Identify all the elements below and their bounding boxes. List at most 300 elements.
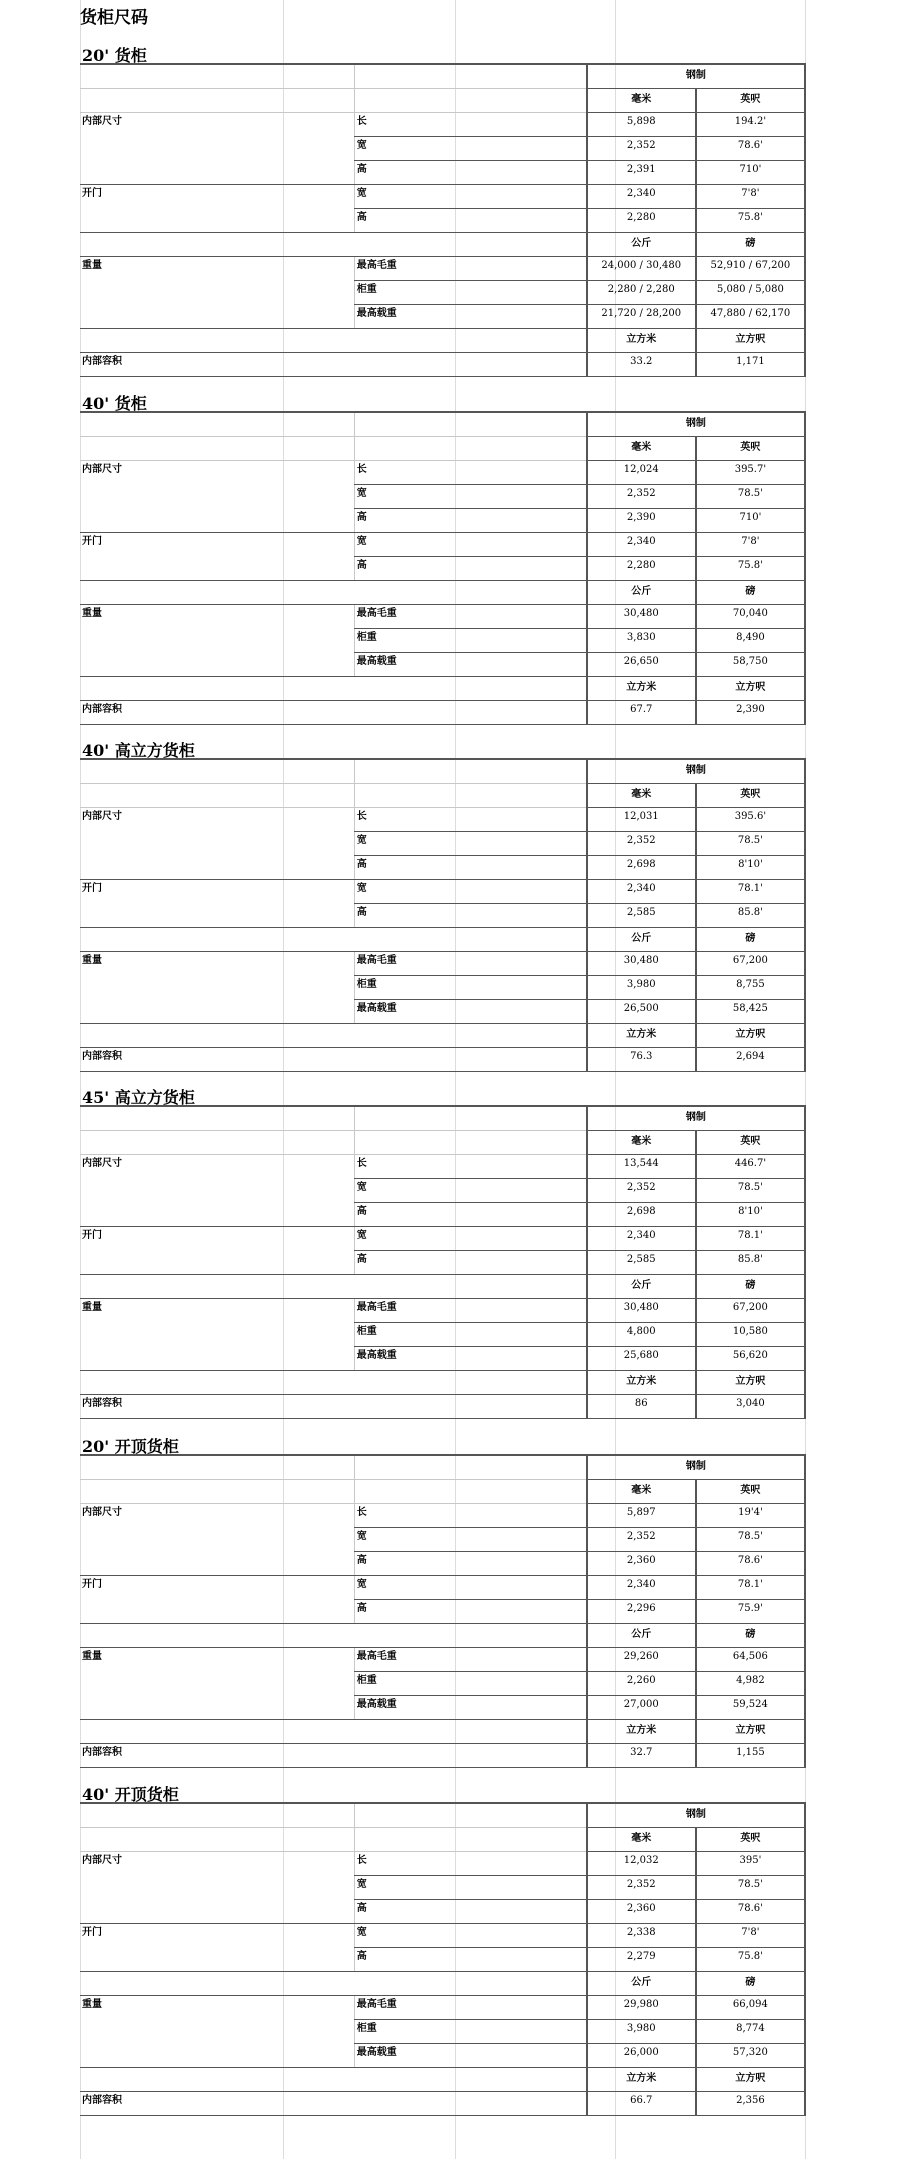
section-title: 20' 货柜 [82, 46, 147, 65]
value-cell: 30,480 [587, 605, 696, 629]
value-cell: 59,524 [696, 1696, 805, 1720]
row-group-label: 内部尺寸 [82, 811, 122, 822]
value-cell: 21,720 / 28,200 [587, 305, 696, 329]
value-cell: 2,340 [587, 533, 696, 557]
row-label: 高 [354, 1251, 586, 1275]
value-cell: 78.5' [696, 1179, 805, 1203]
value-cell: 26,500 [587, 1000, 696, 1024]
empty-cell [80, 329, 587, 353]
value-cell: 5,080 / 5,080 [696, 281, 805, 305]
data-row [80, 904, 805, 928]
empty-cell [354, 89, 586, 113]
row-group-label: 重量 [82, 1302, 102, 1313]
value-cell: 78.1' [696, 1576, 805, 1600]
value-cell: 75.8' [696, 209, 805, 233]
value-cell: 2,698 [587, 856, 696, 880]
unit-header: 英呎 [696, 1480, 805, 1504]
value-cell: 4,982 [696, 1672, 805, 1696]
unit-header: 磅 [696, 1275, 805, 1299]
value-cell: 2,340 [587, 880, 696, 904]
value-cell: 8'10' [696, 856, 805, 880]
header-row [80, 64, 805, 89]
unit-header: 英呎 [696, 784, 805, 808]
data-row [80, 1227, 805, 1251]
row-group-label [80, 1000, 354, 1024]
value-cell: 2,360 [587, 1900, 696, 1924]
unit-header-row [80, 677, 805, 701]
header-row [80, 1455, 805, 1480]
data-row [80, 1203, 805, 1227]
value-cell: 78.5' [696, 832, 805, 856]
row-group-label: 内部容积 [80, 2092, 587, 2116]
row-label: 宽 [354, 185, 586, 209]
unit-header: 英呎 [696, 89, 805, 113]
unit-header-row [80, 233, 805, 257]
data-row [80, 137, 805, 161]
row-label: 高 [354, 1203, 586, 1227]
value-cell: 30,480 [587, 952, 696, 976]
unit-header: 公斤 [587, 581, 696, 605]
unit-header: 毫米 [587, 1828, 696, 1852]
section-title: 40' 开顶货柜 [82, 1785, 179, 1804]
spec-grid [80, 63, 806, 377]
row-label: 最高毛重 [354, 1648, 586, 1672]
empty-cell [80, 1720, 587, 1744]
value-cell: 8,774 [696, 2020, 805, 2044]
unit-header-row [80, 2068, 805, 2092]
empty-cell [80, 1106, 354, 1131]
value-cell: 78.5' [696, 1876, 805, 1900]
value-cell: 56,620 [696, 1347, 805, 1371]
data-row [80, 1395, 805, 1419]
data-row [80, 1504, 805, 1528]
value-cell: 4,800 [587, 1323, 696, 1347]
data-row [80, 1924, 805, 1948]
value-cell: 67,200 [696, 1299, 805, 1323]
data-row [80, 832, 805, 856]
value-cell: 7'8' [696, 533, 805, 557]
material-header: 钢制 [587, 64, 805, 89]
empty-cell [80, 1828, 354, 1852]
value-cell: 70,040 [696, 605, 805, 629]
value-cell: 2,352 [587, 485, 696, 509]
unit-header-row [80, 1828, 805, 1852]
empty-cell [354, 759, 586, 784]
value-cell: 2,352 [587, 832, 696, 856]
row-label: 最高毛重 [354, 952, 586, 976]
row-group-label [80, 1876, 354, 1900]
value-cell: 78.1' [696, 880, 805, 904]
value-cell: 2,585 [587, 904, 696, 928]
data-row [80, 653, 805, 677]
row-group-label: 重量 [82, 608, 102, 619]
row-group-label: 开门 [82, 536, 102, 547]
empty-cell [354, 1480, 586, 1504]
spec-grid [80, 1454, 806, 1768]
value-cell: 52,910 / 67,200 [696, 257, 805, 281]
unit-header-row [80, 1131, 805, 1155]
value-cell: 710' [696, 509, 805, 533]
row-group-label [80, 1203, 354, 1227]
data-row [80, 629, 805, 653]
unit-header-row [80, 1024, 805, 1048]
row-group-label [80, 1948, 354, 1972]
container-spec-table [80, 1454, 806, 1768]
row-label: 高 [354, 1948, 586, 1972]
empty-cell [80, 1803, 354, 1828]
value-cell: 2,585 [587, 1251, 696, 1275]
header-row [80, 1803, 805, 1828]
container-spec-table [80, 63, 806, 377]
data-row [80, 880, 805, 904]
row-label: 宽 [354, 137, 586, 161]
value-cell: 78.6' [696, 1900, 805, 1924]
data-row [80, 1347, 805, 1371]
row-label: 最高毛重 [354, 1996, 586, 2020]
row-label: 高 [354, 1900, 586, 1924]
empty-cell [80, 928, 587, 952]
row-group-label [80, 1600, 354, 1624]
row-group-label: 重量 [82, 955, 102, 966]
row-group-label [80, 281, 354, 305]
value-cell: 85.8' [696, 1251, 805, 1275]
empty-cell [80, 1275, 587, 1299]
unit-header: 毫米 [587, 89, 696, 113]
empty-cell [80, 1455, 354, 1480]
empty-cell [354, 1106, 586, 1131]
unit-header: 毫米 [587, 784, 696, 808]
row-label: 最高载重 [354, 2044, 586, 2068]
section-title: 40' 高立方货柜 [82, 741, 195, 760]
row-label: 宽 [354, 1227, 586, 1251]
row-label: 长 [354, 808, 586, 832]
unit-header: 立方米 [587, 329, 696, 353]
value-cell: 12,031 [587, 808, 696, 832]
unit-header: 立方米 [587, 677, 696, 701]
row-group-label [80, 629, 354, 653]
unit-header: 立方米 [587, 2068, 696, 2092]
header-row [80, 759, 805, 784]
value-cell: 29,260 [587, 1648, 696, 1672]
unit-header: 立方呎 [696, 2068, 805, 2092]
unit-header: 磅 [696, 1972, 805, 1996]
row-label: 最高载重 [354, 1347, 586, 1371]
row-label: 柜重 [354, 1672, 586, 1696]
value-cell: 8'10' [696, 1203, 805, 1227]
value-cell: 2,280 [587, 557, 696, 581]
row-group-label: 内部尺寸 [82, 1855, 122, 1866]
value-cell: 85.8' [696, 904, 805, 928]
unit-header: 磅 [696, 581, 805, 605]
empty-cell [354, 412, 586, 437]
unit-header: 毫米 [587, 1131, 696, 1155]
data-row [80, 557, 805, 581]
row-label: 最高毛重 [354, 257, 586, 281]
row-label: 长 [354, 1852, 586, 1876]
unit-header: 立方米 [587, 1720, 696, 1744]
value-cell: 78.5' [696, 1528, 805, 1552]
value-cell: 78.1' [696, 1227, 805, 1251]
row-label: 宽 [354, 1528, 586, 1552]
value-cell: 2,279 [587, 1948, 696, 1972]
unit-header-row [80, 1624, 805, 1648]
material-header: 钢制 [587, 412, 805, 437]
data-row [80, 281, 805, 305]
row-label: 高 [354, 1552, 586, 1576]
data-row [80, 701, 805, 725]
value-cell: 2,694 [696, 1048, 805, 1072]
value-cell: 8,755 [696, 976, 805, 1000]
data-row [80, 113, 805, 137]
row-group-label [80, 1672, 354, 1696]
row-group-label [80, 1323, 354, 1347]
value-cell: 78.5' [696, 485, 805, 509]
row-group-label: 开门 [82, 1927, 102, 1938]
empty-cell [80, 1371, 587, 1395]
row-label: 高 [354, 509, 586, 533]
row-group-label [80, 2020, 354, 2044]
row-label: 最高载重 [354, 1000, 586, 1024]
material-header: 钢制 [587, 1803, 805, 1828]
empty-cell [80, 1131, 354, 1155]
empty-cell [80, 1624, 587, 1648]
row-group-label [80, 1552, 354, 1576]
row-label: 最高载重 [354, 305, 586, 329]
row-group-label: 内部容积 [80, 701, 587, 725]
data-row [80, 1179, 805, 1203]
value-cell: 2,340 [587, 185, 696, 209]
row-label: 柜重 [354, 281, 586, 305]
value-cell: 78.6' [696, 1552, 805, 1576]
row-group-label: 内部尺寸 [82, 1158, 122, 1169]
unit-header: 立方呎 [696, 1371, 805, 1395]
row-group-label: 重量 [82, 1651, 102, 1662]
unit-header: 立方米 [587, 1024, 696, 1048]
data-row [80, 1000, 805, 1024]
value-cell: 5,898 [587, 113, 696, 137]
value-cell: 2,296 [587, 1600, 696, 1624]
row-group-label [80, 485, 354, 509]
empty-cell [80, 2068, 587, 2092]
row-label: 高 [354, 209, 586, 233]
value-cell: 2,280 / 2,280 [587, 281, 696, 305]
row-group-label: 内部容积 [80, 1048, 587, 1072]
unit-header: 立方呎 [696, 677, 805, 701]
row-group-label: 内部容积 [80, 353, 587, 377]
data-row [80, 1528, 805, 1552]
container-spec-table [80, 411, 806, 725]
row-group-label [80, 1251, 354, 1275]
row-label: 柜重 [354, 1323, 586, 1347]
unit-header: 毫米 [587, 1480, 696, 1504]
value-cell: 24,000 / 30,480 [587, 257, 696, 281]
row-label: 长 [354, 113, 586, 137]
data-row [80, 2044, 805, 2068]
row-label: 高 [354, 557, 586, 581]
value-cell: 66.7 [587, 2092, 696, 2116]
unit-header-row [80, 1275, 805, 1299]
value-cell: 1,155 [696, 1744, 805, 1768]
empty-cell [80, 1024, 587, 1048]
value-cell: 47,880 / 62,170 [696, 305, 805, 329]
row-group-label [80, 832, 354, 856]
value-cell: 64,506 [696, 1648, 805, 1672]
empty-cell [80, 437, 354, 461]
row-label: 最高毛重 [354, 1299, 586, 1323]
unit-header-row [80, 1480, 805, 1504]
section-title: 45' 高立方货柜 [82, 1088, 195, 1107]
empty-cell [80, 759, 354, 784]
value-cell: 30,480 [587, 1299, 696, 1323]
row-group-label: 重量 [82, 260, 102, 271]
row-group-label [80, 161, 354, 185]
value-cell: 3,830 [587, 629, 696, 653]
row-group-label [80, 2044, 354, 2068]
empty-cell [80, 233, 587, 257]
value-cell: 75.8' [696, 557, 805, 581]
row-label: 最高载重 [354, 1696, 586, 1720]
value-cell: 26,000 [587, 2044, 696, 2068]
row-group-label: 内部尺寸 [82, 1507, 122, 1518]
empty-cell [80, 1480, 354, 1504]
data-row [80, 509, 805, 533]
value-cell: 3,040 [696, 1395, 805, 1419]
value-cell: 2,391 [587, 161, 696, 185]
data-row [80, 1996, 805, 2020]
value-cell: 67.7 [587, 701, 696, 725]
row-group-label [80, 653, 354, 677]
container-spec-table [80, 1105, 806, 1419]
empty-cell [354, 437, 586, 461]
unit-header-row [80, 329, 805, 353]
data-row [80, 1576, 805, 1600]
data-row [80, 952, 805, 976]
data-row [80, 1251, 805, 1275]
data-row [80, 1600, 805, 1624]
unit-header-row [80, 1371, 805, 1395]
row-group-label [80, 1900, 354, 1924]
value-cell: 2,280 [587, 209, 696, 233]
row-group-label [80, 137, 354, 161]
value-cell: 75.9' [696, 1600, 805, 1624]
empty-cell [80, 1972, 587, 1996]
value-cell: 86 [587, 1395, 696, 1419]
data-row [80, 485, 805, 509]
value-cell: 19'4' [696, 1504, 805, 1528]
row-label: 宽 [354, 880, 586, 904]
empty-cell [354, 64, 586, 89]
row-group-label [80, 305, 354, 329]
value-cell: 3,980 [587, 976, 696, 1000]
value-cell: 58,425 [696, 1000, 805, 1024]
data-row [80, 257, 805, 281]
value-cell: 2,352 [587, 1876, 696, 1900]
row-group-label [80, 1696, 354, 1720]
row-group-label [80, 904, 354, 928]
value-cell: 2,352 [587, 1528, 696, 1552]
empty-cell [80, 64, 354, 89]
spec-grid [80, 758, 806, 1072]
row-group-label [80, 1528, 354, 1552]
data-row [80, 1900, 805, 1924]
data-row [80, 605, 805, 629]
empty-cell [354, 784, 586, 808]
row-label: 高 [354, 1600, 586, 1624]
material-header: 钢制 [587, 1106, 805, 1131]
value-cell: 7'8' [696, 1924, 805, 1948]
unit-header-row [80, 89, 805, 113]
unit-header: 公斤 [587, 928, 696, 952]
row-group-label [80, 976, 354, 1000]
row-group-label [80, 509, 354, 533]
value-cell: 2,340 [587, 1576, 696, 1600]
section-title: 20' 开顶货柜 [82, 1437, 179, 1456]
unit-header-row [80, 581, 805, 605]
value-cell: 2,356 [696, 2092, 805, 2116]
spec-grid [80, 1105, 806, 1419]
unit-header: 公斤 [587, 233, 696, 257]
spec-grid [80, 1802, 806, 2116]
value-cell: 25,680 [587, 1347, 696, 1371]
row-label: 宽 [354, 1876, 586, 1900]
data-row [80, 185, 805, 209]
data-row [80, 1744, 805, 1768]
value-cell: 67,200 [696, 952, 805, 976]
unit-header: 公斤 [587, 1275, 696, 1299]
value-cell: 2,390 [587, 509, 696, 533]
value-cell: 395' [696, 1852, 805, 1876]
data-row [80, 1648, 805, 1672]
empty-cell [354, 1455, 586, 1480]
value-cell: 12,024 [587, 461, 696, 485]
row-label: 高 [354, 856, 586, 880]
data-row [80, 976, 805, 1000]
row-label: 高 [354, 904, 586, 928]
data-row [80, 1948, 805, 1972]
data-row [80, 1552, 805, 1576]
data-row [80, 461, 805, 485]
row-label: 宽 [354, 485, 586, 509]
value-cell: 13,544 [587, 1155, 696, 1179]
row-group-label [80, 557, 354, 581]
value-cell: 29,980 [587, 1996, 696, 2020]
row-group-label: 内部容积 [80, 1395, 587, 1419]
section-title: 40' 货柜 [82, 394, 147, 413]
unit-header-row [80, 1720, 805, 1744]
value-cell: 78.6' [696, 137, 805, 161]
row-group-label [80, 1347, 354, 1371]
value-cell: 5,897 [587, 1504, 696, 1528]
unit-header: 立方呎 [696, 1024, 805, 1048]
row-label: 最高毛重 [354, 605, 586, 629]
row-group-label: 内部尺寸 [82, 116, 122, 127]
row-label: 最高载重 [354, 653, 586, 677]
row-label: 宽 [354, 1924, 586, 1948]
value-cell: 26,650 [587, 653, 696, 677]
data-row [80, 353, 805, 377]
unit-header: 磅 [696, 928, 805, 952]
value-cell: 32.7 [587, 1744, 696, 1768]
value-cell: 2,390 [696, 701, 805, 725]
unit-header-row [80, 1972, 805, 1996]
container-spec-table [80, 1802, 806, 2116]
page-title: 货柜尺码 [80, 8, 148, 28]
value-cell: 446.7' [696, 1155, 805, 1179]
value-cell: 2,698 [587, 1203, 696, 1227]
unit-header-row [80, 437, 805, 461]
unit-header: 立方呎 [696, 329, 805, 353]
value-cell: 57,320 [696, 2044, 805, 2068]
